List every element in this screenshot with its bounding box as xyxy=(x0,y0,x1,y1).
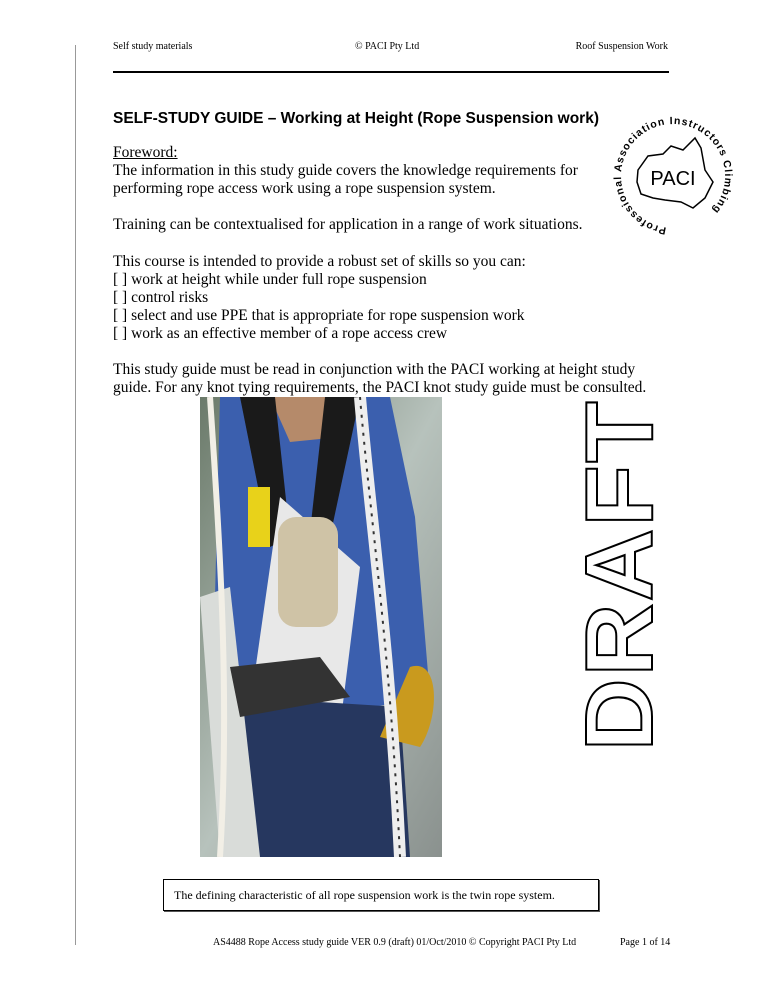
footer-page-number: Page 1 of 14 xyxy=(620,937,671,948)
course-intro: This course is intended to provide a robust set of skills so you can: xyxy=(113,253,526,270)
reference-text: This study guide must be read in conjunction with the PACI working at height study guide. For any knot tying requirements, the PACI knot study guide must be consulted. xyxy=(113,361,647,396)
header-left: Self study materials xyxy=(113,41,193,52)
margin-line xyxy=(75,45,76,945)
foreword-heading: Foreword: xyxy=(113,144,178,161)
draft-watermark: DRAFT xyxy=(566,399,673,752)
checklist-item: [ ] select and use PPE that is appropriate for rope suspension work xyxy=(113,307,525,324)
rope-suspension-photo xyxy=(200,397,442,857)
svg-text:Professional Association Inst: Professional Association Instructors Climbing xyxy=(612,114,735,237)
foreword-text: The information in this study guide covers the knowledge requirements for performing rope access work using a rope suspension system. xyxy=(113,162,578,197)
logo-text: PACI xyxy=(650,168,696,190)
checklist-item: [ ] work as an effective member of a rope access crew xyxy=(113,325,448,342)
footer-doc-info: AS4488 Rope Access study guide VER 0.9 (draft) 01/Oct/2010 © Copyright PACI Pty Ltd xyxy=(213,937,577,948)
header-right: Roof Suspension Work xyxy=(575,41,668,52)
header-rule xyxy=(113,71,669,73)
paci-logo xyxy=(603,108,743,238)
page-title: SELF-STUDY GUIDE – Working at Height (Rope Suspension work) xyxy=(113,110,599,127)
training-text: Training can be contextualised for application in a range of work situations. xyxy=(113,216,583,233)
header-center: © PACI Pty Ltd xyxy=(355,41,420,52)
photo-caption: The defining characteristic of all rope suspension work is the twin rope system. xyxy=(163,879,599,911)
checklist-item: [ ] control risks xyxy=(113,289,209,306)
checklist-item: [ ] work at height while under full rope suspension xyxy=(113,271,427,288)
